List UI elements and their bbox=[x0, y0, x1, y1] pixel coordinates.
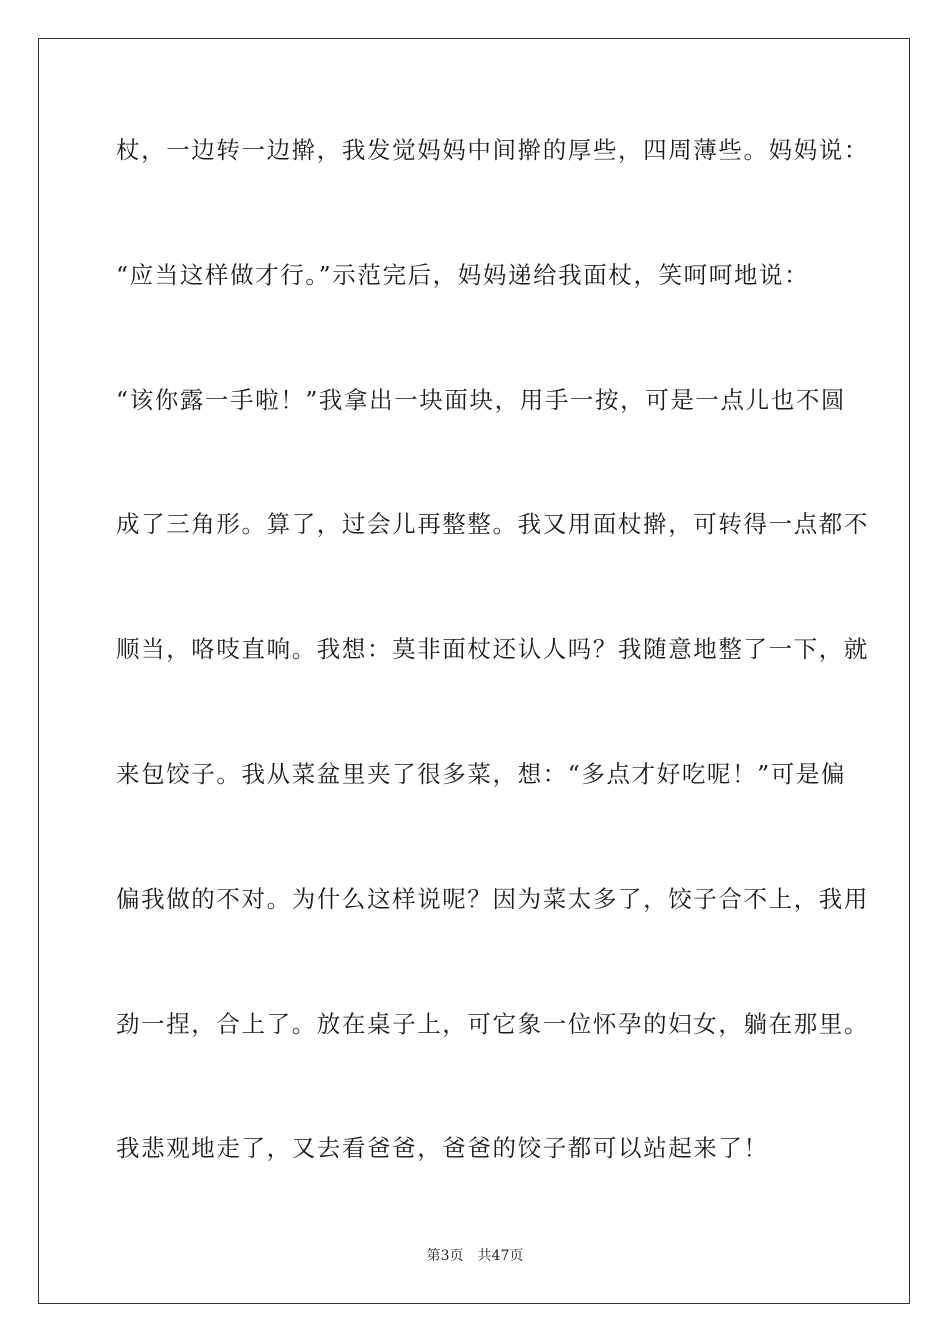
text-line: “应当这样做才行。”示范完后，妈妈递给我面杖，笑呵呵地说： bbox=[116, 260, 810, 289]
text-line: 偏我做的不对。为什么这样说呢？因为菜太多了，饺子合不上，我用 bbox=[116, 884, 869, 913]
text-line: 劲一捏，合上了。放在桌子上，可它象一位怀孕的妇女，躺在那里。 bbox=[116, 1009, 869, 1038]
text-line: 顺当，咯吱直响。我想：莫非面杖还认人吗？我随意地整了一下，就 bbox=[116, 635, 869, 664]
body-text bbox=[116, 128, 869, 1251]
text-line: 来包饺子。我从菜盆里夹了很多菜，想：“多点才好吃呢！”可是偏 bbox=[116, 759, 847, 788]
page-number-footer: 第3页 共47页 bbox=[426, 1248, 524, 1264]
text-line: 成了三角形。算了，过会儿再整整。我又用面杖擀，可转得一点都不 bbox=[116, 510, 869, 539]
text-line: “该你露一手啦！”我拿出一块面块，用手一按，可是一点儿也不圆 bbox=[116, 385, 847, 414]
text-line: 我悲观地走了，又去看爸爸，爸爸的饺子都可以站起来了！ bbox=[116, 1134, 769, 1163]
text-line: 杖，一边转一边擀，我发觉妈妈中间擀的厚些，四周薄些。妈妈说： bbox=[116, 136, 869, 164]
